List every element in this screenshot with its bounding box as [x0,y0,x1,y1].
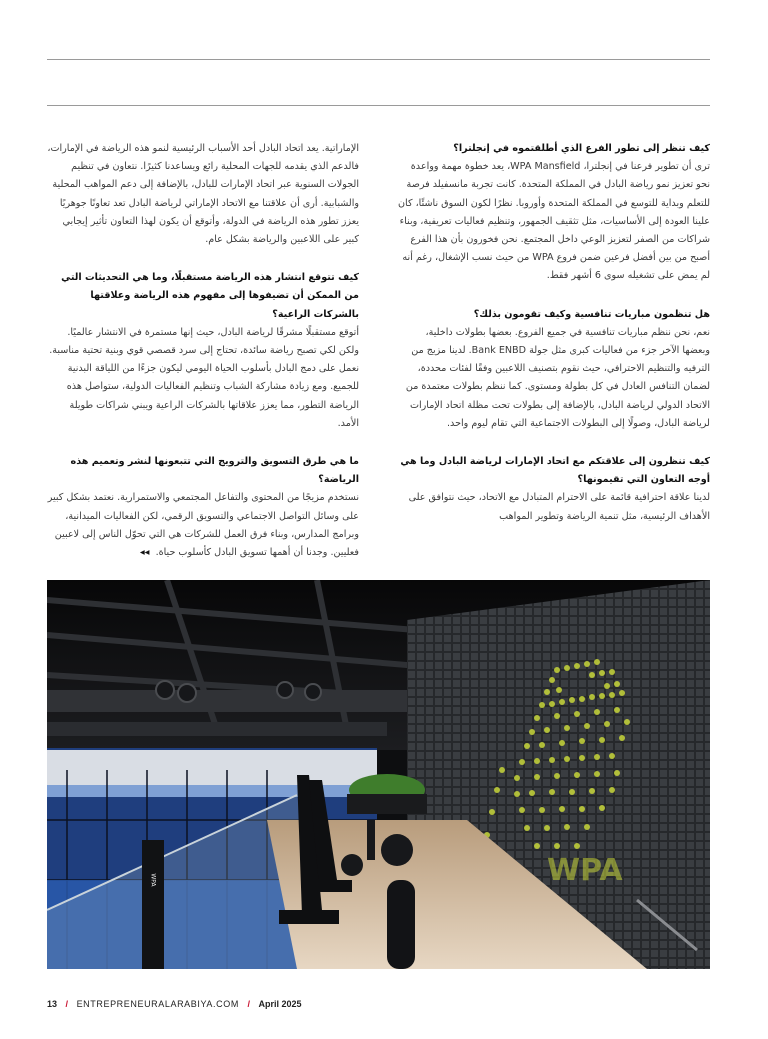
answer-federation: لدينا علاقة احترافية قائمة على الاحترام المتبادل مع الاتحاد، حيث نتوافق على الأهداف الرئيسية، مثل تنمية الرياضة وتطوير المواهب [408,492,710,522]
question-future: كيف تتوقع انتشار هذه الرياضة مستقبلًا، وما هي التحديثات التي من الممكن أن تضيفوها إلى مفهوم هذه الرياضة وعلاقتها بالشركات الراعية؟ [61,272,359,320]
question-competitions: هل تنظمون مباريات تنافسية وكيف تقومون بذلك؟ [473,308,710,320]
end-of-article-icon: ◂◂ [139,547,150,559]
punching-bag [387,880,415,969]
padel-club-photo [47,580,710,969]
court-glass-band [47,785,377,797]
wall-wpa-lettering: WPA [547,853,623,888]
duct-lower [47,722,387,736]
top-rule-1 [47,59,710,60]
planter-box [347,794,427,814]
answer-marketing [47,489,359,562]
footer-separator-2: / [247,999,250,1009]
column-lettering: WPA [149,873,157,887]
article-column-left [47,140,359,582]
support-column [142,840,164,969]
issue-date: April 2025 [258,999,302,1009]
page-number: 13 [47,999,58,1009]
answer-england-branch: ترى أن تطوير فرعنا في إنجلترا، WPA Mansfield، يعد خطوة مهمة وواعدة نحو تعزيز نمو رياضة البادل في المملكة المتحدة. كانت تجربة مانسفيلد فرصة للتعلم وبداية للتوسع في المملكة المتحدة وأوروبا. نظرًا لكون السوق ناشئًا، كان علينا العودة إلى الأساسيات، مثل تثقيف الجمهور، وتنظيم فعاليات تعريفية، وبناء شراكات من الصفر لتعزيز الوعي داخل المجتمع. نحن فخورون بأن هذا الفرع أصبح من بين أفضل فرعين ضمن فروع WPA من حيث نسب الإشغال، رغم أنه لم يمض على تشغيله سوى 6 أشهر فقط. [398,161,710,282]
article-column-right [398,140,710,546]
question-federation: كيف تنظرون إلى علاقتكم مع اتحاد الإمارات لرياضة البادل وما هي أوجه التعاون التي تقيمونها؟ [400,456,710,486]
top-rule-2 [47,105,710,106]
question-marketing: ما هي طرق التسويق والترويج التي تتبعونها لنشر وتعميم هذه الرياضة؟ [70,456,359,486]
page-footer [47,999,302,1013]
site-url: ENTREPRENEURALARABIYA.COM [76,999,239,1009]
answer-federation-continued: الإماراتية. يعد اتحاد البادل أحد الأسباب الرئيسية لنمو هذه الرياضة في الإمارات، فالدعم الذي يقدمه للجهات المحلية رائع ويساعدنا كثيرًا. نتعاون في تنظيم الجولات السنوية عبر اتحاد الإمارات للبادل، بالإضافة إلى دعم المواهب المحلية والشبابية. أرى أن علاقتنا مع الاتحاد الإماراتي لرياضة البادل تعد تعاونًا جوهريًا يعزز تطور هذه الرياضة في الدولة، وأتوقع أن يكون لهذا التعاون تأثير إيجابي كبير على اللاعبين والرياضة بشكل عام. [47,143,359,246]
question-england-branch: كيف تنظر إلى تطور الفرع الذي أطلقتموه في إنجلترا؟ [453,143,710,154]
answer-marketing-text: نستخدم مزيجًا من المحتوى والتفاعل المجتمعي والاستمرارية. نعتمد بشكل كبير على وسائل التواصل الاجتماعي والتسويق الرقمي، لكن الفعاليات الميدانية، وبرامج المدارس، وبناء فرق العمل للشركات هي التي تحوّل الناس إلى لاعبين فعليين. وجدنا أن أهمها تسويق البادل كأسلوب حياة. [47,492,359,559]
answer-future: أتوقع مستقبلًا مشرقًا لرياضة البادل، حيث إنها مستمرة في الانتشار عالميًا. ولكن لكي تصبح رياضة سائدة، تحتاج إلى سرد قصصي قوي وبنية تحتية مناسبة. نعمل على دمج البادل بأسلوب الحياة اليومي ليكون جزءًا من اللياقة البدنية للجميع. ومع زيادة مشاركة الشباب وتنظيم الفعاليات الدولية، ستواصل هذه الرياضة التطور، مما يعزز علاقاتها بالشركات الراعية ويبني شراكات طويلة الأمد. [49,326,359,429]
court-back-wall [47,750,377,790]
duct [47,690,417,712]
answer-competitions: نعم، نحن ننظم مباريات تنافسية في جميع الفروع. بعضها بطولات داخلية، وبعضها الآخر جزء من فعاليات كبرى مثل جولة Bank ENBD. لدينا مزيج من الترفيه والتنظيم الاحترافي، حيث نقوم بتصنيف اللاعبين وفقًا لفئات محددة، لضمان التنافس العادل في كل بطولة ومستوى. كما ننظم بطولات معتمدة من الاتحاد الدولي لرياضة البادل، بالإضافة إلى بطولات تحت مظلة اتحاد الإمارات لرياضة البادل، وصولًا إلى البطولات الاجتماعية التي تقام ليوم واحد. [405,326,710,429]
footer-separator: / [65,999,69,1009]
padel-club-illustration [47,580,710,969]
